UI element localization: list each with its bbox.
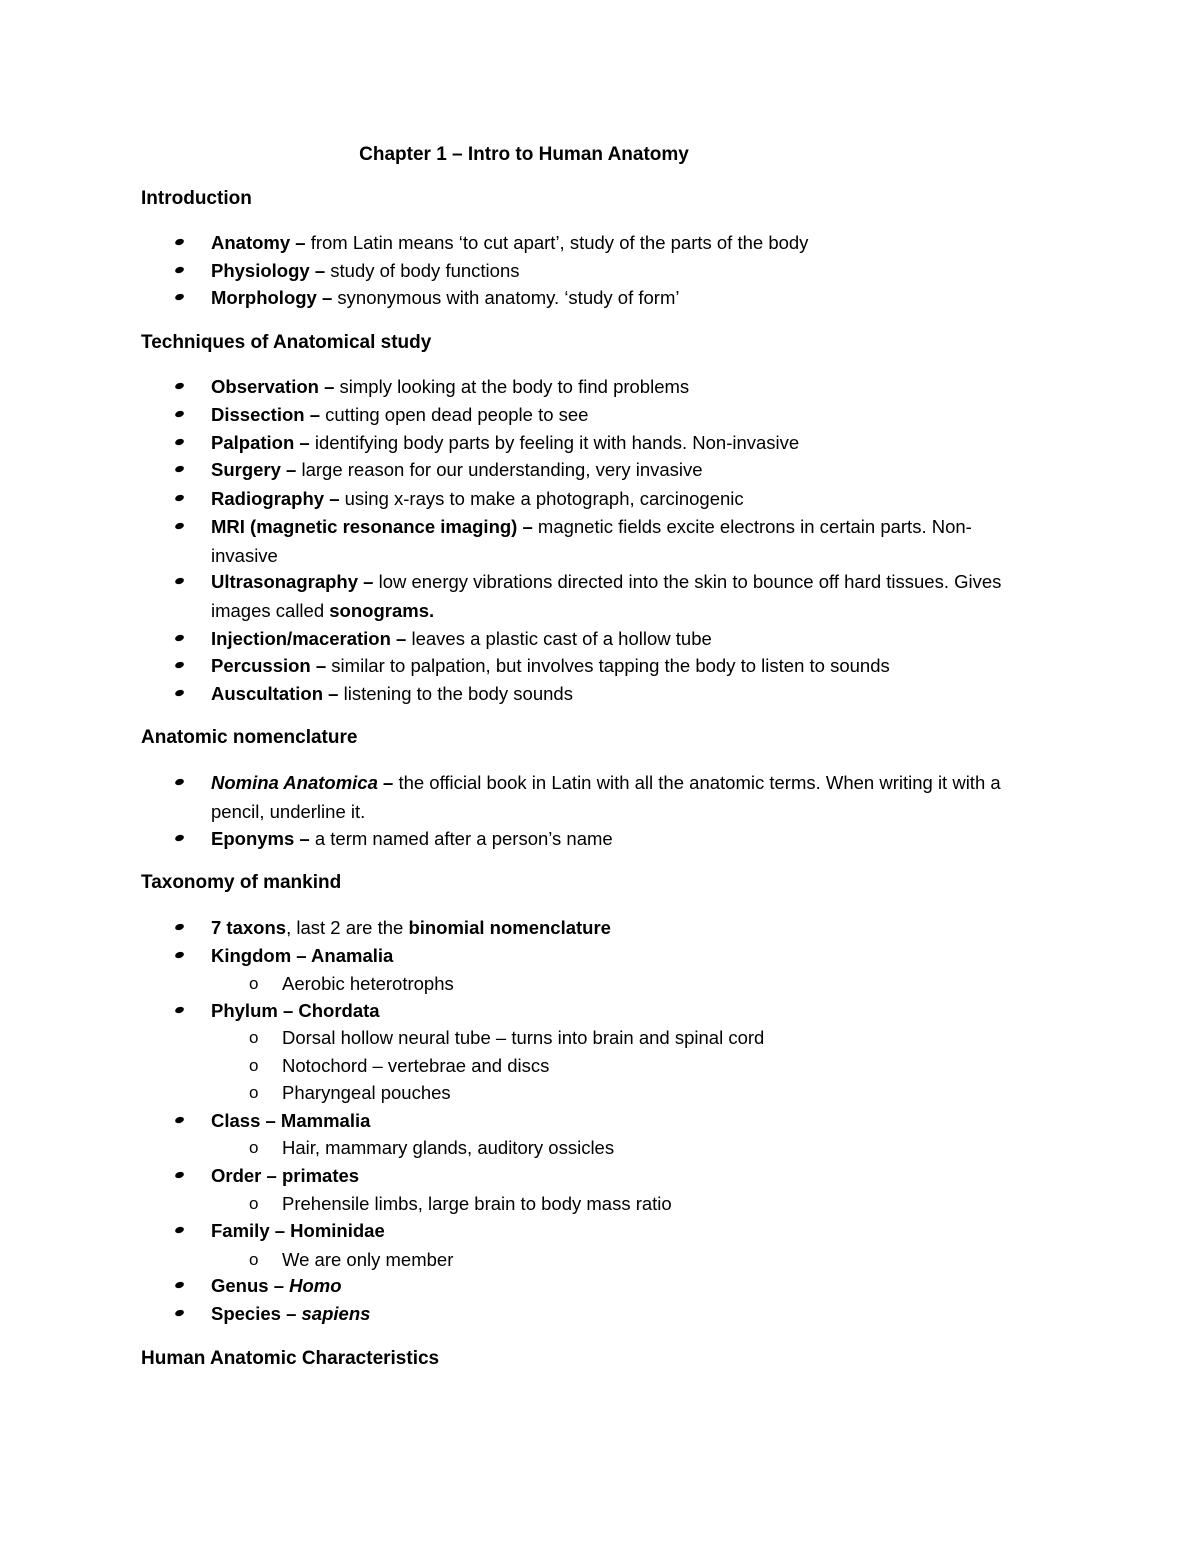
bullet-icon — [174, 410, 184, 418]
bullet-icon — [174, 661, 184, 669]
sub-bullet-icon: o — [249, 1056, 259, 1075]
taxon-name: primates — [276, 1165, 360, 1186]
sub-item-text: Dorsal hollow neural tube – turns into brain and spinal cord — [282, 1027, 765, 1048]
description: using x-rays to make a photograph, carcinogenic — [339, 488, 744, 509]
description: from Latin means ‘to cut apart’, study of the parts of the body — [305, 232, 809, 253]
taxon-name: Hominidae — [285, 1220, 385, 1241]
bullet-icon — [174, 634, 184, 642]
sub-item-text: Notochord – vertebrae and discs — [282, 1055, 550, 1076]
heading-characteristics: Human Anatomic Characteristics — [141, 1348, 440, 1369]
term: MRI (magnetic resonance imaging) – — [211, 516, 533, 537]
description: , last 2 are the — [286, 917, 409, 938]
sub-bullet-icon: o — [249, 1250, 259, 1269]
bullet-icon — [174, 465, 184, 473]
sub-item-text: We are only member — [282, 1249, 454, 1270]
sub-bullet-icon: o — [249, 1028, 259, 1047]
term: 7 taxons — [211, 917, 287, 938]
description: low energy vibrations directed into the skin to bounce off hard tissues. Gives images called — [211, 571, 1002, 621]
bullet-icon — [174, 293, 184, 301]
term: Auscultation – — [211, 683, 339, 704]
heading-nomenclature: Anatomic nomenclature — [141, 727, 358, 748]
taxon-name: Mammalia — [275, 1110, 371, 1131]
bullet-icon — [174, 1281, 184, 1289]
term: Ultrasonagraphy – — [211, 571, 374, 592]
description: a term named after a person’s name — [309, 828, 613, 849]
description: the official book in Latin with all the anatomic terms. When writing it with a pencil, underline it. — [211, 772, 1001, 822]
term: Percussion – — [211, 655, 327, 676]
bullet-icon — [174, 951, 184, 959]
term: Morphology – — [211, 287, 333, 308]
description: similar to palpation, but involves tapping the body to listen to sounds — [326, 655, 890, 676]
taxon-name: sapiens — [296, 1303, 371, 1324]
term: Anatomy – — [211, 232, 306, 253]
bullet-icon — [174, 778, 184, 786]
bullet-icon — [174, 1171, 184, 1179]
bullet-icon — [174, 1006, 184, 1014]
description: magnetic fields excite electrons in certain parts. Non-invasive — [211, 516, 972, 566]
sub-item-text: Prehensile limbs, large brain to body mass ratio — [282, 1193, 672, 1214]
term: Radiography – — [211, 488, 340, 509]
term: Observation – — [211, 376, 335, 397]
bullet-icon — [174, 1226, 184, 1234]
bullet-icon — [174, 238, 184, 246]
description-bold: binomial nomenclature — [408, 917, 611, 938]
sub-bullet-icon: o — [249, 974, 259, 993]
description: listening to the body sounds — [338, 683, 573, 704]
term: Surgery – — [211, 459, 297, 480]
taxon-name: Chordata — [293, 1000, 380, 1021]
bullet-icon — [174, 522, 184, 530]
description: simply looking at the body to find problems — [334, 376, 690, 397]
sub-bullet-icon: o — [249, 1083, 259, 1102]
term: Eponyms – — [211, 828, 310, 849]
rank: Family – — [211, 1220, 286, 1241]
taxon-name: Homo — [284, 1275, 342, 1296]
bullet-icon — [174, 494, 184, 502]
bullet-icon — [174, 438, 184, 446]
term: Physiology – — [211, 260, 326, 281]
sub-bullet-icon: o — [249, 1138, 259, 1157]
rank: Kingdom – — [211, 945, 307, 966]
description: large reason for our understanding, very invasive — [296, 459, 703, 480]
term: Nomina Anatomica – — [211, 772, 394, 793]
description: leaves a plastic cast of a hollow tube — [406, 628, 712, 649]
bullet-icon — [174, 1116, 184, 1124]
page-title: Chapter 1 – Intro to Human Anatomy — [359, 144, 689, 165]
sub-item-text: Pharyngeal pouches — [282, 1082, 451, 1103]
sub-item-text: Aerobic heterotrophs — [282, 973, 454, 994]
rank: Class – — [211, 1110, 276, 1131]
description: cutting open dead people to see — [320, 404, 589, 425]
bullet-icon — [174, 923, 184, 931]
rank: Phylum – — [211, 1000, 294, 1021]
term: Palpation – — [211, 432, 310, 453]
sub-bullet-icon: o — [249, 1194, 259, 1213]
bullet-icon — [174, 382, 184, 390]
description: study of body functions — [325, 260, 520, 281]
bullet-icon — [174, 834, 184, 842]
heading-taxonomy: Taxonomy of mankind — [141, 872, 342, 893]
term: Dissection – — [211, 404, 320, 425]
description-bold: sonograms. — [329, 599, 435, 621]
description: identifying body parts by feeling it with hands. Non-invasive — [309, 432, 800, 453]
heading-introduction: Introduction — [141, 188, 252, 209]
heading-techniques: Techniques of Anatomical study — [141, 332, 432, 353]
bullet-icon — [174, 689, 184, 697]
rank: Genus – — [211, 1275, 284, 1296]
bullet-icon — [174, 577, 184, 585]
bullet-icon — [174, 1309, 184, 1317]
rank: Species – — [211, 1303, 297, 1324]
description: synonymous with anatomy. ‘study of form’ — [332, 287, 680, 308]
bullet-icon — [174, 266, 184, 274]
sub-item-text: Hair, mammary glands, auditory ossicles — [282, 1137, 615, 1158]
rank: Order – — [211, 1165, 277, 1186]
term: Injection/maceration – — [211, 628, 407, 649]
taxon-name: Anamalia — [306, 945, 394, 966]
